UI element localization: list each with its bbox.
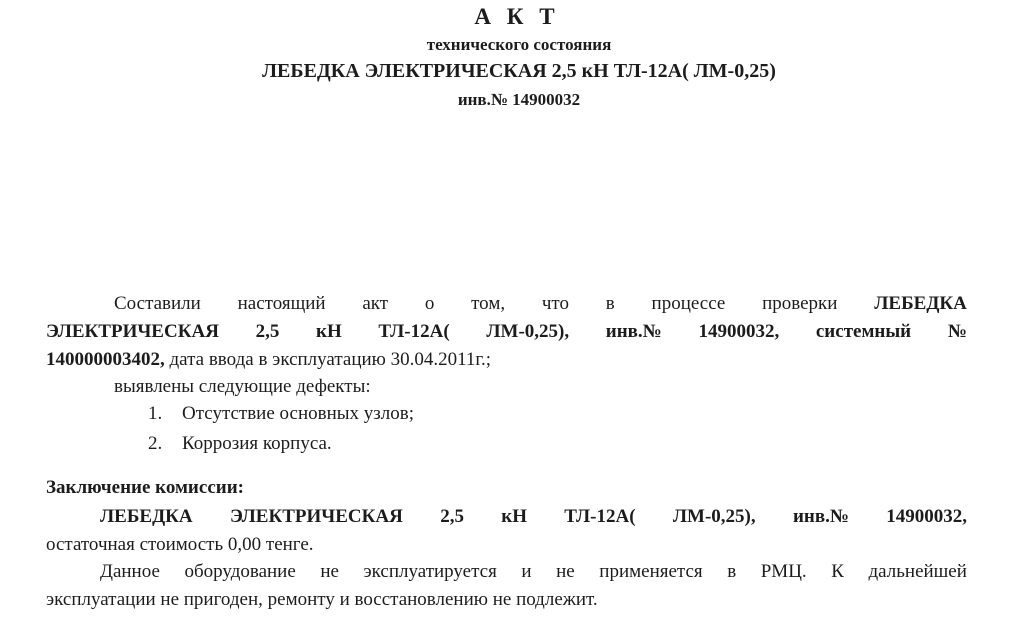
word: инв.№ — [792, 506, 849, 527]
list-text: Коррозия корпуса. — [182, 433, 332, 454]
word: ТЛ-12А( — [564, 506, 636, 527]
word: не — [556, 561, 575, 582]
intro-line-2 — [46, 318, 967, 346]
word: проверки — [762, 293, 838, 314]
word: № — [947, 321, 967, 342]
word: том, — [471, 293, 506, 314]
intro-line-3 — [46, 346, 967, 374]
list-number: 2. — [148, 433, 163, 454]
conclusion-heading: Заключение комиссии: — [46, 477, 244, 498]
word: Составили — [114, 293, 201, 314]
list-text: Отсутствие основных узлов; — [182, 403, 414, 424]
final-line-1 — [46, 558, 967, 586]
document-title: А К Т — [474, 4, 560, 29]
word: применяется — [599, 561, 703, 582]
word: РМЦ. — [760, 561, 807, 582]
defects-intro: выявлены следующие дефекты: — [114, 376, 371, 397]
word: настоящий — [237, 293, 326, 314]
list-number: 1. — [148, 403, 163, 424]
word: не — [320, 561, 339, 582]
word: что — [541, 293, 569, 314]
residual-value: остаточная стоимость 0,00 тенге. — [46, 534, 314, 555]
conclusion-line-1 — [46, 503, 967, 531]
intro-paragraph — [46, 290, 967, 374]
document-subtitle: технического состояния — [426, 35, 612, 54]
list-item — [148, 429, 414, 459]
conclusion-paragraph — [46, 503, 967, 559]
word: дальнейшей — [868, 561, 967, 582]
word: эксплуатируется — [363, 561, 497, 582]
word: кН — [501, 506, 527, 527]
word: 14900032, — [698, 321, 780, 342]
word: оборудование — [184, 561, 296, 582]
intro-line-1 — [46, 290, 967, 318]
equipment-name-inline: ЛЕБЕДКА — [874, 293, 967, 314]
word: 2,5 — [255, 321, 280, 342]
word: ЭЛЕКТРИЧЕСКАЯ — [229, 506, 403, 527]
word: о — [424, 293, 435, 314]
commissioning-date-text: дата ввода в эксплуатацию 30.04.2011г.; — [164, 349, 492, 370]
final-line-2: эксплуатации не пригоден, ремонту и восстановлению не подлежит. — [46, 589, 598, 610]
word: в — [727, 561, 737, 582]
word: и — [521, 561, 532, 582]
word: акт — [362, 293, 389, 314]
equipment-name: ЛЕБЕДКА ЭЛЕКТРИЧЕСКАЯ 2,5 кН ТЛ-12А( ЛМ-0,25) — [262, 60, 776, 82]
list-item — [148, 399, 414, 429]
final-paragraph — [46, 558, 967, 614]
defects-list — [148, 399, 414, 459]
word: в — [605, 293, 615, 314]
word: процессе — [651, 293, 726, 314]
word: ЭЛЕКТРИЧЕСКАЯ — [46, 321, 219, 342]
system-number: 140000003402, — [46, 349, 165, 370]
word: кН — [316, 321, 342, 342]
word: Данное — [100, 561, 160, 582]
word: 2,5 — [440, 506, 464, 527]
word: ЛМ-0,25), — [672, 506, 756, 527]
word: ЛМ-0,25), — [486, 321, 570, 342]
word: инв.№ — [605, 321, 662, 342]
inventory-number: инв.№ 14900032 — [457, 90, 581, 109]
word: ТЛ-12А( — [378, 321, 450, 342]
word: системный — [815, 321, 912, 342]
word: К — [831, 561, 844, 582]
word: ЛЕБЕДКА — [100, 506, 193, 527]
word: 14900032, — [886, 506, 967, 527]
